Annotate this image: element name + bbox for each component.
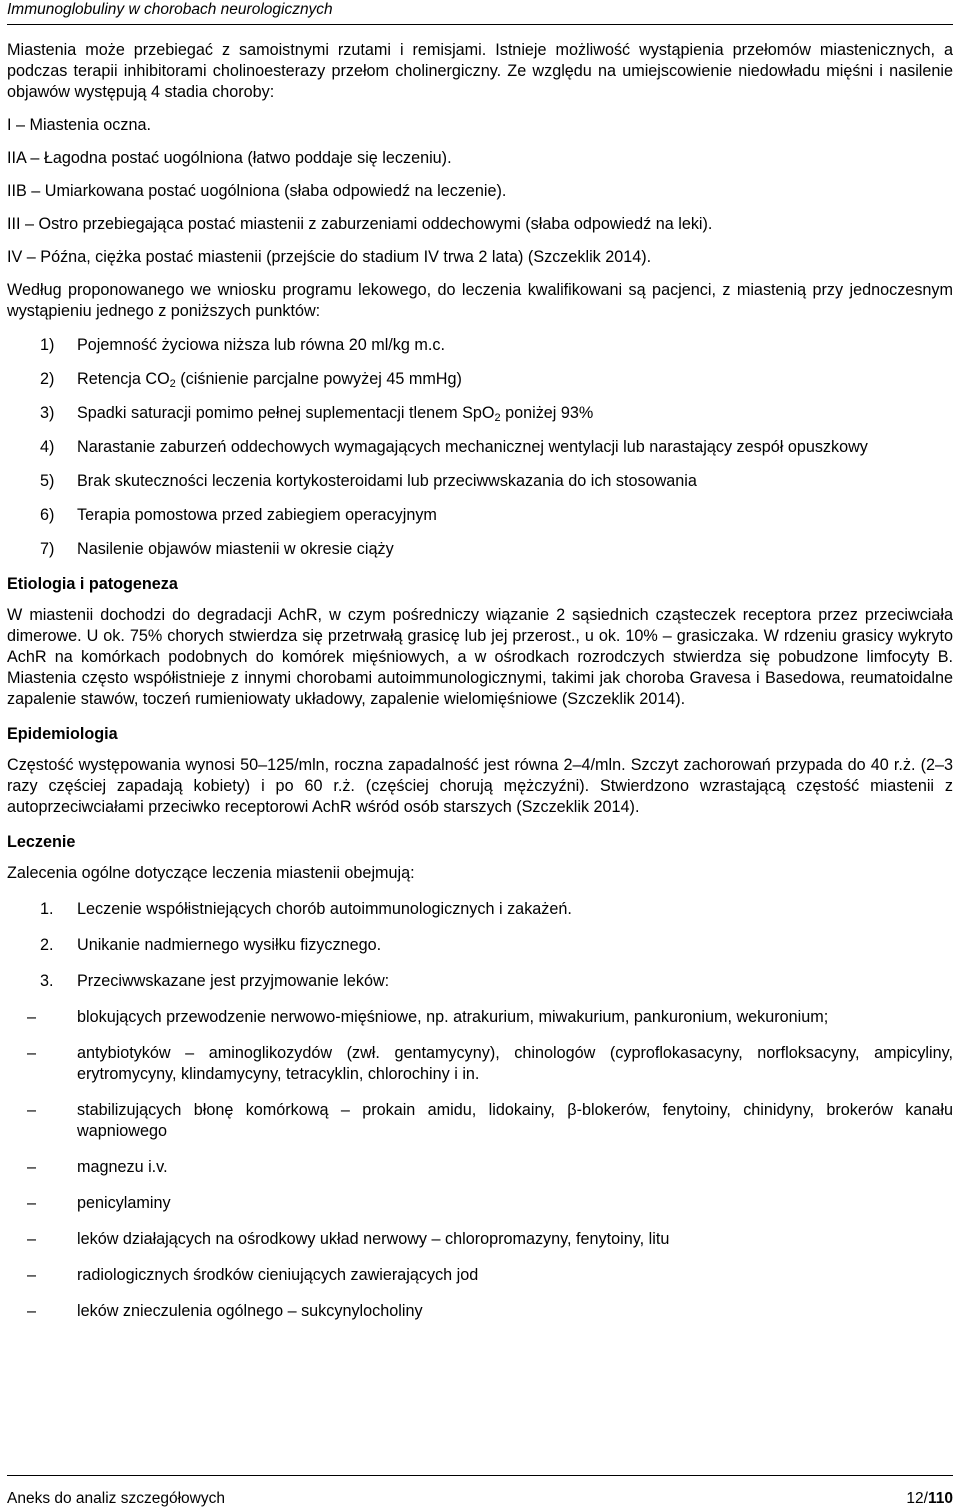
item-number: 1. xyxy=(40,900,54,918)
criteria-item xyxy=(7,471,953,492)
stage-item: I – Miastenia oczna. xyxy=(7,116,151,134)
treatment-item xyxy=(7,971,953,992)
item-text: leków działających na ośrodkowy układ nerwowy – chloropromazyny, fenytoiny, litu xyxy=(77,1230,670,1248)
item-text: stabilizujących błonę komórkową – prokain amidu, lidokainy, β-blokerów, fenytoiny, chinidyny, brokerów kanału wapniowego xyxy=(77,1101,953,1140)
item-text: Nasilenie objawów miastenii w okresie ciąży xyxy=(77,540,394,558)
item-text: antybiotyków – aminoglikozydów (zwł. gentamycyny), chinologów (cyproflokasacyny, norfloksacyny, ampicyliny, erytromycyny, klindamycyny, tetracyklin, chlorochiny i in. xyxy=(77,1044,953,1083)
treatment-intro: Zalecenia ogólne dotyczące leczenia miastenii obejmują: xyxy=(7,864,415,882)
item-text-pre: Retencja CO xyxy=(77,370,170,388)
page-number xyxy=(906,1489,953,1509)
section-heading-treatment: Leczenie xyxy=(7,833,76,851)
criteria-item xyxy=(7,335,953,356)
drug-item xyxy=(7,1007,953,1028)
criteria-item xyxy=(7,505,953,526)
dash-bullet: – xyxy=(27,1230,37,1248)
treatment-item xyxy=(7,899,953,920)
item-text: penicylaminy xyxy=(77,1194,171,1212)
item-text-post: poniżej 93% xyxy=(500,404,594,422)
drug-item xyxy=(7,1229,953,1250)
item-text: Narastanie zaburzeń oddechowych wymagających mechanicznej wentylacji lub narastający zespół opuszkowy xyxy=(77,438,868,456)
footer-document-title: Aneks do analiz szczegółowych xyxy=(7,1490,225,1507)
drug-item xyxy=(7,1265,953,1286)
header-title: Immunoglobuliny w chorobach neurologicznych xyxy=(7,1,333,18)
dash-bullet: – xyxy=(27,1302,37,1320)
dash-bullet: – xyxy=(27,1266,37,1284)
drug-item xyxy=(7,1100,953,1142)
criteria-item xyxy=(7,403,953,424)
item-text: radiologicznych środków cieniujących zawierających jod xyxy=(77,1266,479,1284)
item-text: Pojemność życiowa niższa lub równa 20 ml/kg m.c. xyxy=(77,336,445,354)
drug-list xyxy=(7,1007,953,1322)
item-text: Przeciwwskazane jest przyjmowanie leków: xyxy=(77,972,390,990)
item-number: 4) xyxy=(40,438,55,456)
item-text: leków znieczulenia ogólnego – sukcynylocholiny xyxy=(77,1302,423,1320)
subscript: 2 xyxy=(169,378,176,390)
item-number: 7) xyxy=(40,540,55,558)
item-text: blokujących przewodzenie nerwowo-mięśniowe, np. atrakurium, miwakurium, pankuronium, wekuronium; xyxy=(77,1008,829,1026)
drug-item xyxy=(7,1043,953,1085)
intro-paragraph: Miastenia może przebiegać z samoistnymi rzutami i remisjami. Istnieje możliwość wystąpienia przełomów miastenicznych, a podczas terapii inhibitorami cholinoesterazy przełom cholinergiczny. Ze względu na umiejscowienie niedowładu mięśni i nasilenie objawów występują 4 stadia choroby: xyxy=(7,41,953,101)
stage-item: III – Ostro przebiegająca postać miastenii z zaburzeniami oddechowymi (słaba odpowiedź na leki). xyxy=(7,215,713,233)
page-current: 12/ xyxy=(906,1490,928,1507)
criteria-item xyxy=(7,437,953,458)
dash-bullet: – xyxy=(27,1044,37,1062)
item-number: 2. xyxy=(40,936,54,954)
item-number: 6) xyxy=(40,506,55,524)
dash-bullet: – xyxy=(27,1101,37,1119)
item-number: 3. xyxy=(40,972,54,990)
drug-item xyxy=(7,1157,953,1178)
drug-item xyxy=(7,1193,953,1214)
item-number: 5) xyxy=(40,472,55,490)
stage-item: IIA – Łagodna postać uogólniona (łatwo poddaje się leczeniu). xyxy=(7,149,452,167)
item-text-post: (ciśnienie parcjalne powyżej 45 mmHg) xyxy=(175,370,462,388)
running-header xyxy=(7,0,953,25)
criteria-item xyxy=(7,369,953,390)
program-paragraph: Według proponowanego we wniosku programu lekowego, do leczenia kwalifikowani są pacjenci, z miastenią przy jednoczesnym wystąpieniu jednego z poniższych punktów: xyxy=(7,281,953,320)
item-text: Brak skuteczności leczenia kortykosteroidami lub przeciwwskazania do ich stosowania xyxy=(77,472,697,490)
page-footer xyxy=(7,1475,953,1507)
dash-bullet: – xyxy=(27,1194,37,1212)
stage-item: IV – Późna, ciężka postać miastenii (przejście do stadium IV trwa 2 lata) (Szczeklik 2014). xyxy=(7,248,652,266)
item-number: 2) xyxy=(40,370,55,388)
dash-bullet: – xyxy=(27,1008,37,1026)
drug-item xyxy=(7,1301,953,1322)
item-text: Unikanie nadmiernego wysiłku fizycznego. xyxy=(77,936,382,954)
section-heading-etiology: Etiologia i patogeneza xyxy=(7,575,178,593)
treatment-item xyxy=(7,935,953,956)
item-text: Terapia pomostowa przed zabiegiem operacyjnym xyxy=(77,506,437,524)
item-text-pre: Spadki saturacji pomimo pełnej suplementacji tlenem SpO xyxy=(77,404,495,422)
epidemiology-paragraph: Częstość występowania wynosi 50–125/mln, roczna zapadalność jest równa 2–4/mln. Szczyt zachorowań przypada do 40 r.ż. (2–3 razy częściej zapadają kobiety) i po 60 r.ż. (częściej chorują mężczyźni). Stwierdzono wzrastającą częstość miastenii z autoprzeciwciałami przeciwko receptorowi AchR wśród osób starszych (Szczeklik 2014). xyxy=(7,756,953,816)
criteria-list xyxy=(7,335,953,560)
treatment-list xyxy=(7,899,953,992)
page-content xyxy=(7,40,953,1322)
item-text: Leczenie współistniejących chorób autoimmunologicznych i zakażeń. xyxy=(77,900,572,918)
page-total: 110 xyxy=(927,1490,953,1507)
item-text: magnezu i.v. xyxy=(77,1158,168,1176)
item-number: 1) xyxy=(40,336,55,354)
stage-item: IIB – Umiarkowana postać uogólniona (słaba odpowiedź na leczenie). xyxy=(7,182,507,200)
dash-bullet: – xyxy=(27,1158,37,1176)
subscript: 2 xyxy=(494,412,501,424)
criteria-item xyxy=(7,539,953,560)
etiology-paragraph: W miastenii dochodzi do degradacji AchR, w czym pośredniczy wiązanie 2 sąsiednich cząsteczek receptora przez przeciwciała dimerowe. U ok. 75% chorych stwierdza się przetrwałą grasicę lub jej przerost., u ok. 10% – grasiczaka. W rdzeniu grasicy wykryto AchR na komórkach podobnych do komórek mięśniowych, a w ośrodkach rozrodczych stwierdza się pobudzone limfocyty B. Miastenia często współistnieje z innymi chorobami autoimmunologicznymi, takimi jak choroba Gravesa i Basedowa, reumatoidalne zapalenie stawów, toczeń rumieniowaty układowy, zapalenie wielomięśniowe (Szczeklik 2014). xyxy=(7,606,953,708)
section-heading-epidemiology: Epidemiologia xyxy=(7,725,118,743)
item-number: 3) xyxy=(40,404,55,422)
